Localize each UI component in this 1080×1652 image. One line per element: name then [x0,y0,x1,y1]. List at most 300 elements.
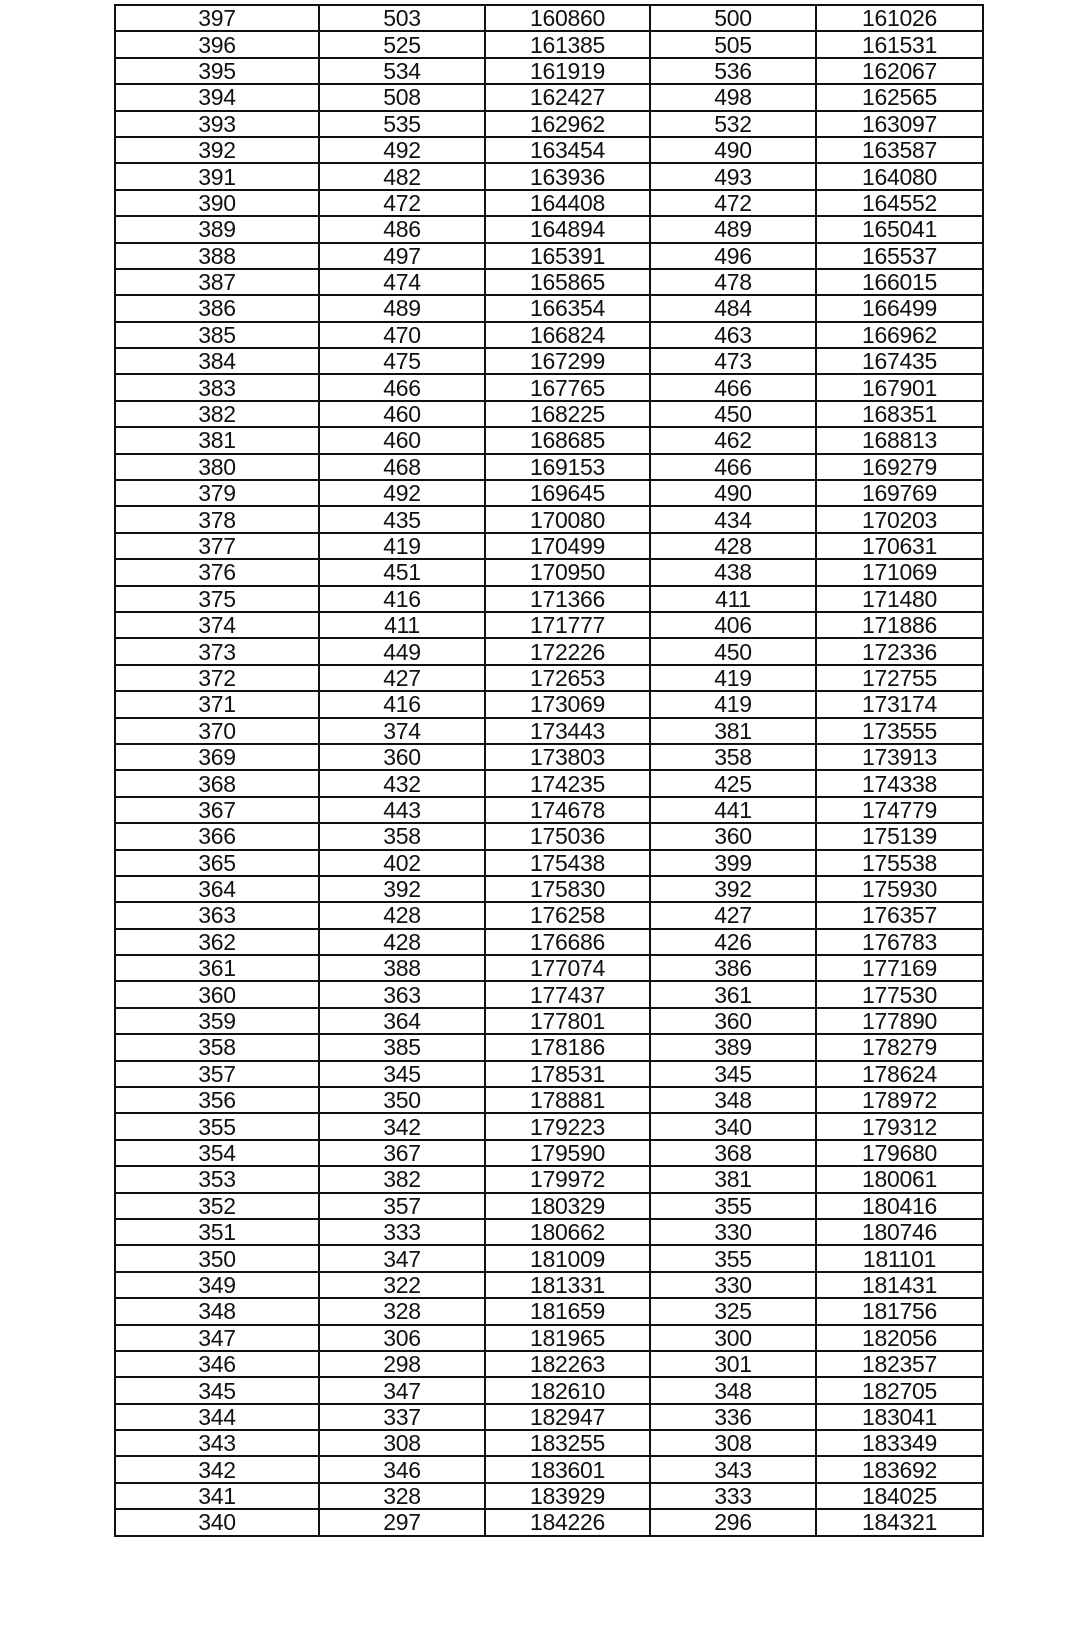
table-cell: 496 [650,243,816,269]
table-cell: 167435 [816,348,983,374]
table-cell: 449 [319,638,485,664]
table-row [115,612,983,638]
table-cell: 378 [115,506,319,532]
table-cell: 170203 [816,506,983,532]
table-cell: 451 [319,559,485,585]
table-cell: 166015 [816,269,983,295]
table-row [115,691,983,717]
table-cell: 348 [650,1087,816,1113]
table-row [115,58,983,84]
table-cell: 179680 [816,1140,983,1166]
table-cell: 174779 [816,797,983,823]
table-cell: 178624 [816,1061,983,1087]
table-cell: 468 [319,454,485,480]
table-row [115,902,983,928]
table-cell: 490 [650,480,816,506]
table-cell: 170631 [816,533,983,559]
table-cell: 161531 [816,31,983,57]
table-cell: 489 [319,295,485,321]
table-cell: 385 [115,322,319,348]
table-cell: 360 [650,1008,816,1034]
table-cell: 497 [319,243,485,269]
table-cell: 438 [650,559,816,585]
table-row [115,1298,983,1324]
table-row [115,84,983,110]
table-cell: 534 [319,58,485,84]
table-cell: 508 [319,84,485,110]
table-cell: 348 [115,1298,319,1324]
table-cell: 489 [650,216,816,242]
table-cell: 535 [319,111,485,137]
table-cell: 301 [650,1351,816,1377]
table-cell: 386 [115,295,319,321]
table-cell: 165041 [816,216,983,242]
table-cell: 385 [319,1034,485,1060]
table-cell: 333 [650,1483,816,1509]
table-cell: 360 [115,981,319,1007]
table-cell: 330 [650,1272,816,1298]
table-cell: 372 [115,665,319,691]
table-cell: 183041 [816,1404,983,1430]
table-cell: 388 [319,955,485,981]
table-cell: 352 [115,1193,319,1219]
table-row [115,506,983,532]
table-row [115,216,983,242]
table-cell: 463 [650,322,816,348]
table-cell: 179312 [816,1113,983,1139]
table-cell: 175538 [816,850,983,876]
table-cell: 160860 [485,5,650,31]
table-cell: 166499 [816,295,983,321]
table-row [115,1351,983,1377]
table-row [115,295,983,321]
table-cell: 503 [319,5,485,31]
table-cell: 162565 [816,84,983,110]
table-row [115,981,983,1007]
table-row [115,243,983,269]
table-cell: 164894 [485,216,650,242]
table-cell: 382 [115,401,319,427]
table-cell: 162427 [485,84,650,110]
table-cell: 182263 [485,1351,650,1377]
table-row [115,190,983,216]
table-row [115,533,983,559]
table-cell: 168813 [816,427,983,453]
table-cell: 162962 [485,111,650,137]
table-cell: 460 [319,427,485,453]
table-cell: 391 [115,163,319,189]
table-cell: 180662 [485,1219,650,1245]
table-row [115,374,983,400]
table-cell: 178972 [816,1087,983,1113]
table-row [115,665,983,691]
table-cell: 168351 [816,401,983,427]
table-cell: 347 [319,1245,485,1271]
table-body [115,5,983,1536]
table-cell: 411 [319,612,485,638]
table-cell: 173913 [816,744,983,770]
table-row [115,586,983,612]
table-cell: 174338 [816,770,983,796]
table-cell: 166824 [485,322,650,348]
table-row [115,401,983,427]
table-cell: 357 [319,1193,485,1219]
table-cell: 370 [115,718,319,744]
table-cell: 394 [115,84,319,110]
table-cell: 364 [115,876,319,902]
table-cell: 450 [650,638,816,664]
table-cell: 333 [319,1219,485,1245]
table-cell: 180746 [816,1219,983,1245]
table-cell: 345 [650,1061,816,1087]
table-cell: 355 [115,1113,319,1139]
table-row [115,1113,983,1139]
table-cell: 161919 [485,58,650,84]
table-row [115,718,983,744]
table-cell: 345 [319,1061,485,1087]
table-cell: 532 [650,111,816,137]
table-cell: 411 [650,586,816,612]
table-cell: 341 [115,1483,319,1509]
table-cell: 169279 [816,454,983,480]
table-row [115,1008,983,1034]
table-cell: 325 [650,1298,816,1324]
table-cell: 434 [650,506,816,532]
table-cell: 384 [115,348,319,374]
table-cell: 525 [319,31,485,57]
table-cell: 371 [115,691,319,717]
table-cell: 180329 [485,1193,650,1219]
table-row [115,559,983,585]
table-cell: 460 [319,401,485,427]
table-row [115,744,983,770]
table-row [115,1483,983,1509]
table-cell: 163097 [816,111,983,137]
table-cell: 168225 [485,401,650,427]
table-cell: 462 [650,427,816,453]
table-cell: 364 [319,1008,485,1034]
table-cell: 498 [650,84,816,110]
table-row [115,1245,983,1271]
table-cell: 182357 [816,1351,983,1377]
table-cell: 351 [115,1219,319,1245]
table-cell: 350 [115,1245,319,1271]
table-row [115,1061,983,1087]
table-cell: 472 [319,190,485,216]
table-cell: 399 [650,850,816,876]
table-cell: 381 [650,1166,816,1192]
table-cell: 426 [650,929,816,955]
table-cell: 416 [319,691,485,717]
table-cell: 164552 [816,190,983,216]
table-cell: 419 [650,691,816,717]
table-cell: 181756 [816,1298,983,1324]
table-cell: 373 [115,638,319,664]
table-cell: 330 [650,1219,816,1245]
table-cell: 443 [319,797,485,823]
table-cell: 297 [319,1509,485,1535]
table-cell: 308 [650,1430,816,1456]
table-cell: 361 [115,955,319,981]
table-row [115,454,983,480]
table-cell: 182705 [816,1377,983,1403]
table-cell: 419 [319,533,485,559]
table-cell: 397 [115,5,319,31]
table-cell: 482 [319,163,485,189]
table-cell: 175139 [816,823,983,849]
table-row [115,1377,983,1403]
table-cell: 406 [650,612,816,638]
table-cell: 360 [650,823,816,849]
table-cell: 376 [115,559,319,585]
score-distribution-table [114,4,984,1537]
table-cell: 363 [115,902,319,928]
table-cell: 173803 [485,744,650,770]
table-cell: 466 [319,374,485,400]
table-cell: 367 [319,1140,485,1166]
table-cell: 381 [650,718,816,744]
table-cell: 474 [319,269,485,295]
table-cell: 346 [115,1351,319,1377]
table-cell: 173443 [485,718,650,744]
table-cell: 387 [115,269,319,295]
table-cell: 170080 [485,506,650,532]
table-cell: 172226 [485,638,650,664]
table-cell: 396 [115,31,319,57]
table-cell: 173069 [485,691,650,717]
table-cell: 180416 [816,1193,983,1219]
table-row [115,163,983,189]
table-row [115,269,983,295]
table-cell: 365 [115,850,319,876]
table-cell: 380 [115,454,319,480]
table-cell: 353 [115,1166,319,1192]
table-cell: 183692 [816,1456,983,1482]
table-cell: 416 [319,586,485,612]
table-cell: 177437 [485,981,650,1007]
table-cell: 172653 [485,665,650,691]
table-cell: 472 [650,190,816,216]
table-cell: 343 [115,1430,319,1456]
table-cell: 359 [115,1008,319,1034]
table-row [115,1166,983,1192]
table-cell: 336 [650,1404,816,1430]
table-cell: 182056 [816,1325,983,1351]
table-cell: 176686 [485,929,650,955]
table-row [115,480,983,506]
table-cell: 425 [650,770,816,796]
table-cell: 300 [650,1325,816,1351]
table-cell: 377 [115,533,319,559]
table-cell: 168685 [485,427,650,453]
table-cell: 163936 [485,163,650,189]
table-cell: 183929 [485,1483,650,1509]
table-cell: 470 [319,322,485,348]
table-cell: 344 [115,1404,319,1430]
table-cell: 171886 [816,612,983,638]
table-cell: 175830 [485,876,650,902]
table-row [115,1325,983,1351]
table-cell: 183601 [485,1456,650,1482]
table-cell: 169769 [816,480,983,506]
table-cell: 183349 [816,1430,983,1456]
table-cell: 178881 [485,1087,650,1113]
table-row [115,1430,983,1456]
table-cell: 354 [115,1140,319,1166]
table-cell: 184025 [816,1483,983,1509]
table-row [115,1193,983,1219]
table-row [115,31,983,57]
table-cell: 347 [319,1377,485,1403]
table-cell: 183255 [485,1430,650,1456]
table-cell: 427 [650,902,816,928]
table-row [115,850,983,876]
table-cell: 368 [650,1140,816,1166]
table-cell: 343 [650,1456,816,1482]
table-cell: 389 [650,1034,816,1060]
table-row [115,955,983,981]
table-cell: 360 [319,744,485,770]
table-row [115,348,983,374]
table-row [115,1034,983,1060]
table-cell: 184321 [816,1509,983,1535]
table-cell: 322 [319,1272,485,1298]
table-cell: 172755 [816,665,983,691]
table-cell: 306 [319,1325,485,1351]
table-cell: 363 [319,981,485,1007]
table-row [115,1456,983,1482]
table-row [115,823,983,849]
table-cell: 490 [650,137,816,163]
table-cell: 169645 [485,480,650,506]
table-row [115,5,983,31]
table-cell: 367 [115,797,319,823]
table-cell: 419 [650,665,816,691]
table-cell: 179590 [485,1140,650,1166]
table-cell: 340 [650,1113,816,1139]
table-cell: 450 [650,401,816,427]
table-cell: 500 [650,5,816,31]
table-cell: 428 [319,929,485,955]
table-cell: 383 [115,374,319,400]
table-cell: 162067 [816,58,983,84]
table-cell: 181009 [485,1245,650,1271]
table-cell: 349 [115,1272,319,1298]
table-cell: 175438 [485,850,650,876]
table-cell: 164080 [816,163,983,189]
table-cell: 172336 [816,638,983,664]
table-cell: 466 [650,454,816,480]
table-cell: 171777 [485,612,650,638]
table-cell: 165865 [485,269,650,295]
table-cell: 179223 [485,1113,650,1139]
table-row [115,876,983,902]
table-cell: 167901 [816,374,983,400]
table-row [115,770,983,796]
table-cell: 441 [650,797,816,823]
table-row [115,427,983,453]
table-cell: 388 [115,243,319,269]
table-cell: 381 [115,427,319,453]
table-cell: 166354 [485,295,650,321]
table-cell: 181331 [485,1272,650,1298]
table-cell: 369 [115,744,319,770]
table-cell: 357 [115,1061,319,1087]
table-cell: 171069 [816,559,983,585]
table-cell: 427 [319,665,485,691]
table-cell: 368 [115,770,319,796]
table-row [115,137,983,163]
table-cell: 184226 [485,1509,650,1535]
table-cell: 374 [115,612,319,638]
table-cell: 473 [650,348,816,374]
table-cell: 177074 [485,955,650,981]
table-cell: 428 [650,533,816,559]
table-cell: 486 [319,216,485,242]
table-cell: 174678 [485,797,650,823]
table-cell: 182610 [485,1377,650,1403]
table-cell: 402 [319,850,485,876]
table-cell: 175930 [816,876,983,902]
table-cell: 435 [319,506,485,532]
table-cell: 358 [650,744,816,770]
table-cell: 181101 [816,1245,983,1271]
table-cell: 346 [319,1456,485,1482]
table-cell: 170950 [485,559,650,585]
table-cell: 180061 [816,1166,983,1192]
table-cell: 536 [650,58,816,84]
table-cell: 337 [319,1404,485,1430]
table-cell: 177801 [485,1008,650,1034]
table-cell: 177530 [816,981,983,1007]
table-cell: 362 [115,929,319,955]
table-cell: 298 [319,1351,485,1377]
table-cell: 356 [115,1087,319,1113]
table-row [115,1140,983,1166]
table-cell: 432 [319,770,485,796]
table-cell: 167299 [485,348,650,374]
table-cell: 177890 [816,1008,983,1034]
table-cell: 379 [115,480,319,506]
table-cell: 163587 [816,137,983,163]
table-cell: 484 [650,295,816,321]
score-table-sheet [114,4,982,1537]
table-cell: 366 [115,823,319,849]
table-cell: 492 [319,480,485,506]
table-cell: 392 [650,876,816,902]
table-cell: 171480 [816,586,983,612]
table-cell: 374 [319,718,485,744]
table-cell: 393 [115,111,319,137]
table-cell: 328 [319,1298,485,1324]
table-cell: 161385 [485,31,650,57]
table-cell: 355 [650,1193,816,1219]
table-cell: 392 [115,137,319,163]
table-cell: 177169 [816,955,983,981]
table-cell: 358 [115,1034,319,1060]
table-cell: 389 [115,216,319,242]
table-row [115,1509,983,1535]
table-row [115,111,983,137]
table-cell: 171366 [485,586,650,612]
table-cell: 347 [115,1325,319,1351]
table-cell: 375 [115,586,319,612]
table-cell: 178531 [485,1061,650,1087]
table-cell: 386 [650,955,816,981]
table-cell: 181659 [485,1298,650,1324]
table-cell: 176357 [816,902,983,928]
table-cell: 182947 [485,1404,650,1430]
